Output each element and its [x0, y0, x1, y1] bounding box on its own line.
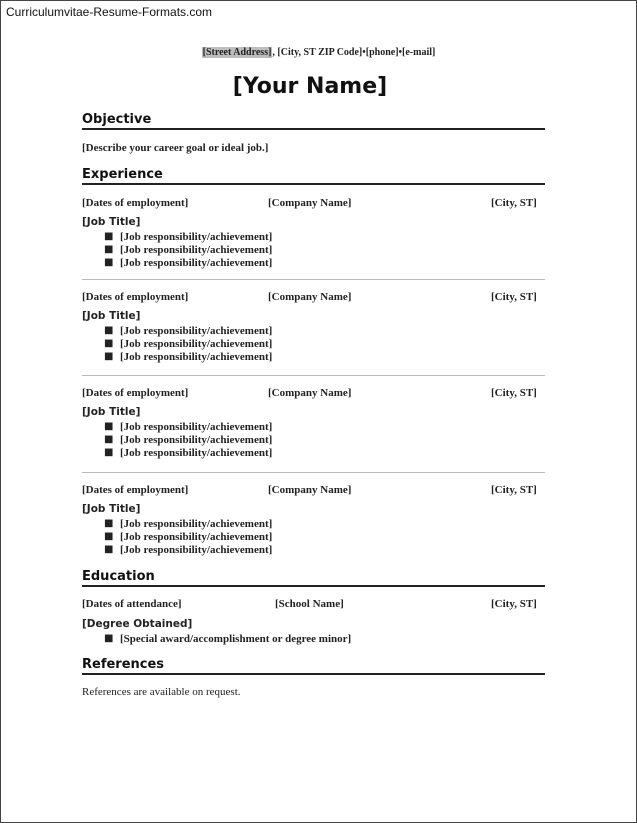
job-item: [Job responsibility/achievement] [120, 244, 273, 256]
job-dates: [Dates of employment] [82, 387, 189, 399]
references-heading: References [82, 657, 545, 675]
job-company: [Company Name] [268, 484, 352, 496]
bullet-icon: ■ [104, 633, 114, 644]
degree-obtained: [Degree Obtained] [82, 618, 193, 630]
school-name: [School Name] [275, 598, 344, 610]
job-item: [Job responsibility/achievement] [120, 351, 273, 363]
job-item: [Job responsibility/achievement] [120, 325, 273, 337]
site-watermark: Curriculumvitae-Resume-Formats.com [6, 5, 213, 19]
education-award: [Special award/accomplishment or degree minor] [120, 633, 352, 645]
job-divider [82, 375, 545, 376]
job-item: [Job responsibility/achievement] [120, 544, 273, 556]
job-dates: [Dates of employment] [82, 291, 189, 303]
job-title: [Job Title] [82, 503, 141, 515]
bullet-icon: ■ [104, 338, 114, 349]
job-dates: [Dates of employment] [82, 197, 189, 209]
objective-text: [Describe your career goal or ideal job.] [82, 142, 269, 154]
job-title: [Job Title] [82, 406, 141, 418]
job-divider [82, 472, 545, 473]
references-text: References are available on request. [82, 686, 241, 698]
experience-heading: Experience [82, 167, 545, 185]
education-dates: [Dates of attendance] [82, 598, 182, 610]
job-city: [City, ST] [491, 387, 537, 399]
job-title: [Job Title] [82, 310, 141, 322]
job-item: [Job responsibility/achievement] [120, 257, 273, 269]
objective-heading: Objective [82, 112, 545, 130]
job-city: [City, ST] [491, 197, 537, 209]
bullet-icon: ■ [104, 434, 114, 445]
street-address: [Street Address] [202, 47, 272, 58]
job-item: [Job responsibility/achievement] [120, 338, 273, 350]
job-item: [Job responsibility/achievement] [120, 231, 273, 243]
job-item: [Job responsibility/achievement] [120, 421, 273, 433]
job-item: [Job responsibility/achievement] [120, 518, 273, 530]
job-city: [City, ST] [491, 484, 537, 496]
job-dates: [Dates of employment] [82, 484, 189, 496]
job-company: [Company Name] [268, 387, 352, 399]
bullet-icon: ■ [104, 351, 114, 362]
your-name: [Your Name] [232, 74, 388, 99]
bullet-icon: ■ [104, 244, 114, 255]
job-company: [Company Name] [268, 291, 352, 303]
contact-details: , [City, ST ZIP Code]•[phone]•[e-mail] [272, 47, 436, 58]
job-city: [City, ST] [491, 291, 537, 303]
job-item: [Job responsibility/achievement] [120, 531, 273, 543]
job-item: [Job responsibility/achievement] [120, 447, 273, 459]
job-item: [Job responsibility/achievement] [120, 434, 273, 446]
contact-line [0, 47, 637, 58]
bullet-icon: ■ [104, 518, 114, 529]
education-heading: Education [82, 569, 545, 587]
bullet-icon: ■ [104, 531, 114, 542]
job-divider [82, 279, 545, 280]
bullet-icon: ■ [104, 447, 114, 458]
bullet-icon: ■ [104, 231, 114, 242]
bullet-icon: ■ [104, 421, 114, 432]
job-company: [Company Name] [268, 197, 352, 209]
job-title: [Job Title] [82, 216, 141, 228]
bullet-icon: ■ [104, 257, 114, 268]
bullet-icon: ■ [104, 325, 114, 336]
bullet-icon: ■ [104, 544, 114, 555]
education-city: [City, ST] [491, 598, 537, 610]
